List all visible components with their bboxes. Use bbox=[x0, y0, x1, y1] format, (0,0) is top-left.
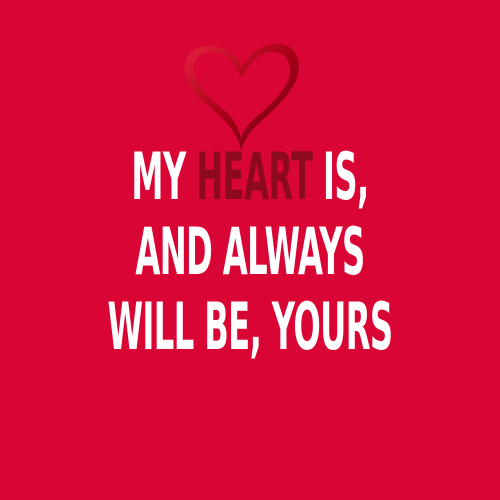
quote-line-3: WILL BE, YOURS bbox=[107, 290, 393, 365]
quote-word-my: MY bbox=[131, 140, 186, 215]
quote-line-1 bbox=[95, 140, 405, 215]
quote-word-heart: HEART bbox=[196, 140, 313, 215]
quote-text bbox=[0, 140, 500, 365]
quote-word-is: IS, bbox=[323, 140, 369, 215]
quote-line-2: AND ALWAYS bbox=[135, 215, 365, 290]
